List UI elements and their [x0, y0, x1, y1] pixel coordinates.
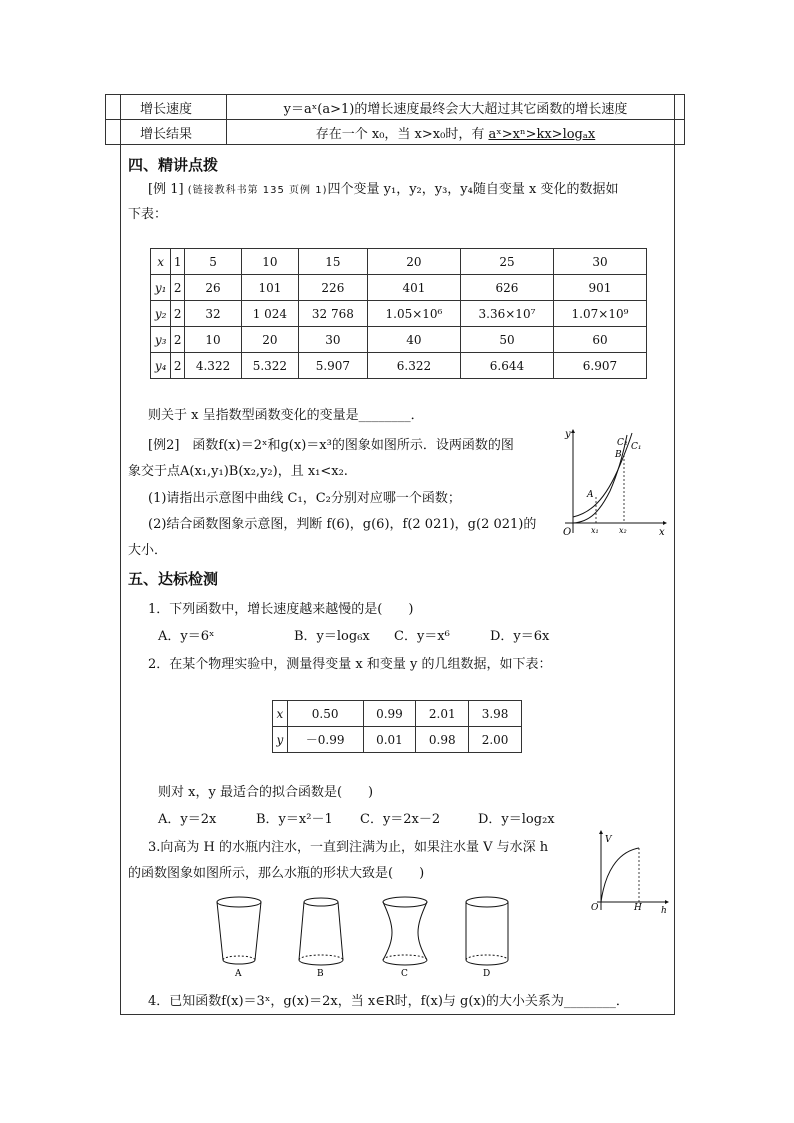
bottle-c-top	[383, 897, 427, 907]
table-cell: 10	[185, 327, 242, 353]
table-cell: 0.98	[416, 727, 469, 753]
q2-option-b: B．y＝x²－1	[256, 812, 333, 827]
bottle-a-left	[217, 902, 223, 960]
table-cell: 30	[553, 249, 646, 275]
graph-volume-vs-depth	[585, 828, 670, 918]
row-header-cell: y₃	[151, 327, 171, 353]
table-cell: 1.07×10⁹	[553, 301, 646, 327]
table-cell: 1	[171, 249, 185, 275]
bottle-b-right	[338, 902, 343, 960]
row-content	[227, 120, 685, 145]
example2-q2: (2)结合函数图象示意图，判断 f(6)，g(6)，f(2 021)，g(2 021)的	[148, 517, 537, 532]
bottle-c	[383, 897, 427, 979]
section-heading: 四、精讲点拨	[128, 156, 219, 174]
bottle-d-label: D	[483, 969, 491, 979]
data-table-1	[150, 248, 647, 379]
table-row	[273, 701, 522, 727]
bottle-c-right	[418, 902, 427, 960]
table-cell: 901	[553, 275, 646, 301]
point-b-label: B	[615, 450, 622, 460]
table-cell: 5	[185, 249, 242, 275]
table-cell: 0.99	[363, 701, 416, 727]
bottle-b	[299, 898, 343, 979]
bottle-b-top	[304, 898, 338, 906]
table-cell: 1.05×10⁶	[367, 301, 460, 327]
table-row	[106, 95, 685, 120]
q1-option-b: B．y＝log₆x	[294, 629, 370, 644]
q2-option-d: D．y＝log₂x	[478, 812, 555, 827]
question-2: 2．在某个物理实验中，测量得变量 x 和变量 y 的几组数据，如下表：	[148, 657, 552, 672]
table-cell: 30	[298, 327, 367, 353]
h-axis-arrow	[665, 900, 669, 904]
example1-text-cont: 下表：	[128, 207, 168, 222]
origin-label: O	[591, 903, 599, 913]
question-1: 1．下列函数中，增长速度越来越慢的是( )	[148, 602, 414, 617]
question-4: 4．已知函数f(x)＝3ˣ，g(x)＝2x，当 x∈R时，f(x)与 g(x)的大小关系为________．	[148, 994, 629, 1009]
example1-intro	[148, 178, 618, 197]
bottle-d-top	[466, 897, 508, 907]
curve-c2	[573, 435, 627, 523]
bottle-d	[466, 897, 508, 979]
example1-question: 则关于 x 呈指数型函数变化的变量是________．	[148, 408, 424, 423]
example2-q1: (1)请指出示意图中曲线 C₁，C₂分别对应哪一个函数；	[148, 491, 461, 506]
table-row	[151, 327, 647, 353]
table-cell: －0.99	[287, 727, 363, 753]
table-cell: 5.907	[298, 353, 367, 379]
table-cell: 20	[241, 327, 298, 353]
table-cell: 2	[171, 275, 185, 301]
q1-option-c: C．y＝x⁶	[394, 629, 450, 644]
table-cell: 0.01	[363, 727, 416, 753]
curve-c1-label: C₁	[631, 442, 642, 452]
x-axis-label: x	[659, 527, 665, 538]
bottle-a-top	[217, 897, 261, 907]
v-axis-arrow	[599, 830, 603, 834]
question-3-line2: 的函数图象如图所示，那么水瓶的形状大致是( )	[128, 866, 425, 881]
bottle-a-bottom-back	[223, 956, 255, 960]
example-text: 四个变量 y₁，y₂，y₃，y₄随自变量 x 变化的数据如	[327, 182, 619, 197]
q2-option-a: A．y＝2x	[158, 812, 217, 827]
bottle-c-left	[383, 902, 392, 960]
table-cell: 2	[171, 353, 185, 379]
x1-label: x₁	[591, 526, 599, 535]
growth-summary-table	[105, 94, 685, 145]
bottle-b-bottom-back	[299, 955, 343, 960]
bottle-shapes	[205, 888, 515, 980]
table-cell: 25	[460, 249, 553, 275]
q1-option-a: A．y＝6ˣ	[158, 629, 215, 644]
y-axis-label: y	[565, 429, 571, 440]
h-axis-label: h	[661, 906, 667, 916]
table-cell: 6.907	[553, 353, 646, 379]
y-axis-arrow	[571, 429, 575, 433]
bottle-d-bottom	[466, 960, 508, 965]
table-cell: 1 024	[241, 301, 298, 327]
table-cell: 26	[185, 275, 242, 301]
table-cell: 401	[367, 275, 460, 301]
row-header-cell: y₄	[151, 353, 171, 379]
example2-q2-cont: 大小．	[128, 543, 168, 558]
table-cell: 20	[367, 249, 460, 275]
table-cell: 6.322	[367, 353, 460, 379]
bottle-d-bottom-back	[466, 955, 508, 960]
row-content: y＝aˣ(a>1)的增长速度最终会大大超过其它函数的增长速度	[227, 95, 685, 120]
bottle-b-left	[299, 902, 304, 960]
row-header-cell: y	[273, 727, 288, 753]
example-tag: [例 1]	[148, 182, 184, 197]
x-axis-arrow	[663, 521, 667, 525]
x2-label: x₂	[619, 526, 627, 535]
content-prefix: 存在一个 x₀，当 x>x₀时，有	[315, 126, 489, 142]
row-header-cell: x	[151, 249, 171, 275]
content-underlined: aˣ>xⁿ>kx>logₐx	[488, 126, 596, 142]
data-table-2	[272, 700, 522, 753]
table-cell: 3.98	[469, 701, 522, 727]
bottle-b-label: B	[317, 969, 324, 979]
table-cell: 15	[298, 249, 367, 275]
table-cell: 10	[241, 249, 298, 275]
table-row	[106, 120, 685, 145]
bottle-c-bottom-back	[383, 955, 427, 960]
textbook-note: (链接教科书第 135 页例 1)	[187, 185, 328, 196]
table-cell: 50	[460, 327, 553, 353]
table-row	[151, 275, 647, 301]
table-cell: 2.00	[469, 727, 522, 753]
row-header-cell: y₁	[151, 275, 171, 301]
table-cell: 2	[171, 327, 185, 353]
table-cell: 2	[171, 301, 185, 327]
table-cell: 2.01	[416, 701, 469, 727]
bottle-c-bottom	[383, 960, 427, 965]
example2-line1: [例2] 函数f(x)＝2ˣ和g(x)＝x³的图象如图所示．设两函数的图	[148, 438, 514, 453]
table-cell: 60	[553, 327, 646, 353]
table-row	[273, 727, 522, 753]
q1-option-d: D．y＝6x	[490, 629, 550, 644]
row-header-cell: y₂	[151, 301, 171, 327]
bottle-a	[217, 897, 261, 979]
q2-question: 则对 x，y 最适合的拟合函数是( )	[158, 785, 374, 800]
table-cell: 40	[367, 327, 460, 353]
volume-curve	[601, 848, 639, 902]
table-row	[151, 249, 647, 275]
table-cell: 6.644	[460, 353, 553, 379]
table-cell: 5.322	[241, 353, 298, 379]
table-cell: 3.36×10⁷	[460, 301, 553, 327]
table-row	[151, 353, 647, 379]
bottle-c-label: C	[401, 969, 408, 979]
section-heading: 五、达标检测	[128, 570, 219, 588]
table-cell: 32 768	[298, 301, 367, 327]
table-cell: 226	[298, 275, 367, 301]
point-a-label: A	[587, 490, 594, 500]
curve-c2-label: C₂	[617, 438, 628, 448]
h-max-label: H	[634, 903, 642, 913]
table-cell: 4.322	[185, 353, 242, 379]
row-label: 增长速度	[106, 95, 227, 120]
row-header-cell: x	[273, 701, 288, 727]
bottle-b-bottom	[299, 960, 343, 965]
bottle-a-label: A	[235, 969, 242, 979]
table-cell: 0.50	[287, 701, 363, 727]
example2-line2: 象交于点A(x₁,y₁)B(x₂,y₂)，且 x₁<x₂.	[128, 464, 348, 479]
bottle-a-bottom	[223, 960, 255, 964]
question-3-line1: 3.向高为 H 的水瓶内注水，一直到注满为止，如果注水量 V 与水深 h	[148, 840, 549, 855]
table-cell: 626	[460, 275, 553, 301]
table-cell: 32	[185, 301, 242, 327]
q2-option-c: C．y＝2x－2	[360, 812, 441, 827]
v-axis-label: V	[605, 835, 612, 845]
origin-label: O	[563, 527, 572, 538]
graph-exponential-vs-cubic	[555, 425, 670, 540]
row-label: 增长结果	[106, 120, 227, 145]
table-row	[151, 301, 647, 327]
table-cell: 101	[241, 275, 298, 301]
bottle-a-right	[255, 902, 261, 960]
